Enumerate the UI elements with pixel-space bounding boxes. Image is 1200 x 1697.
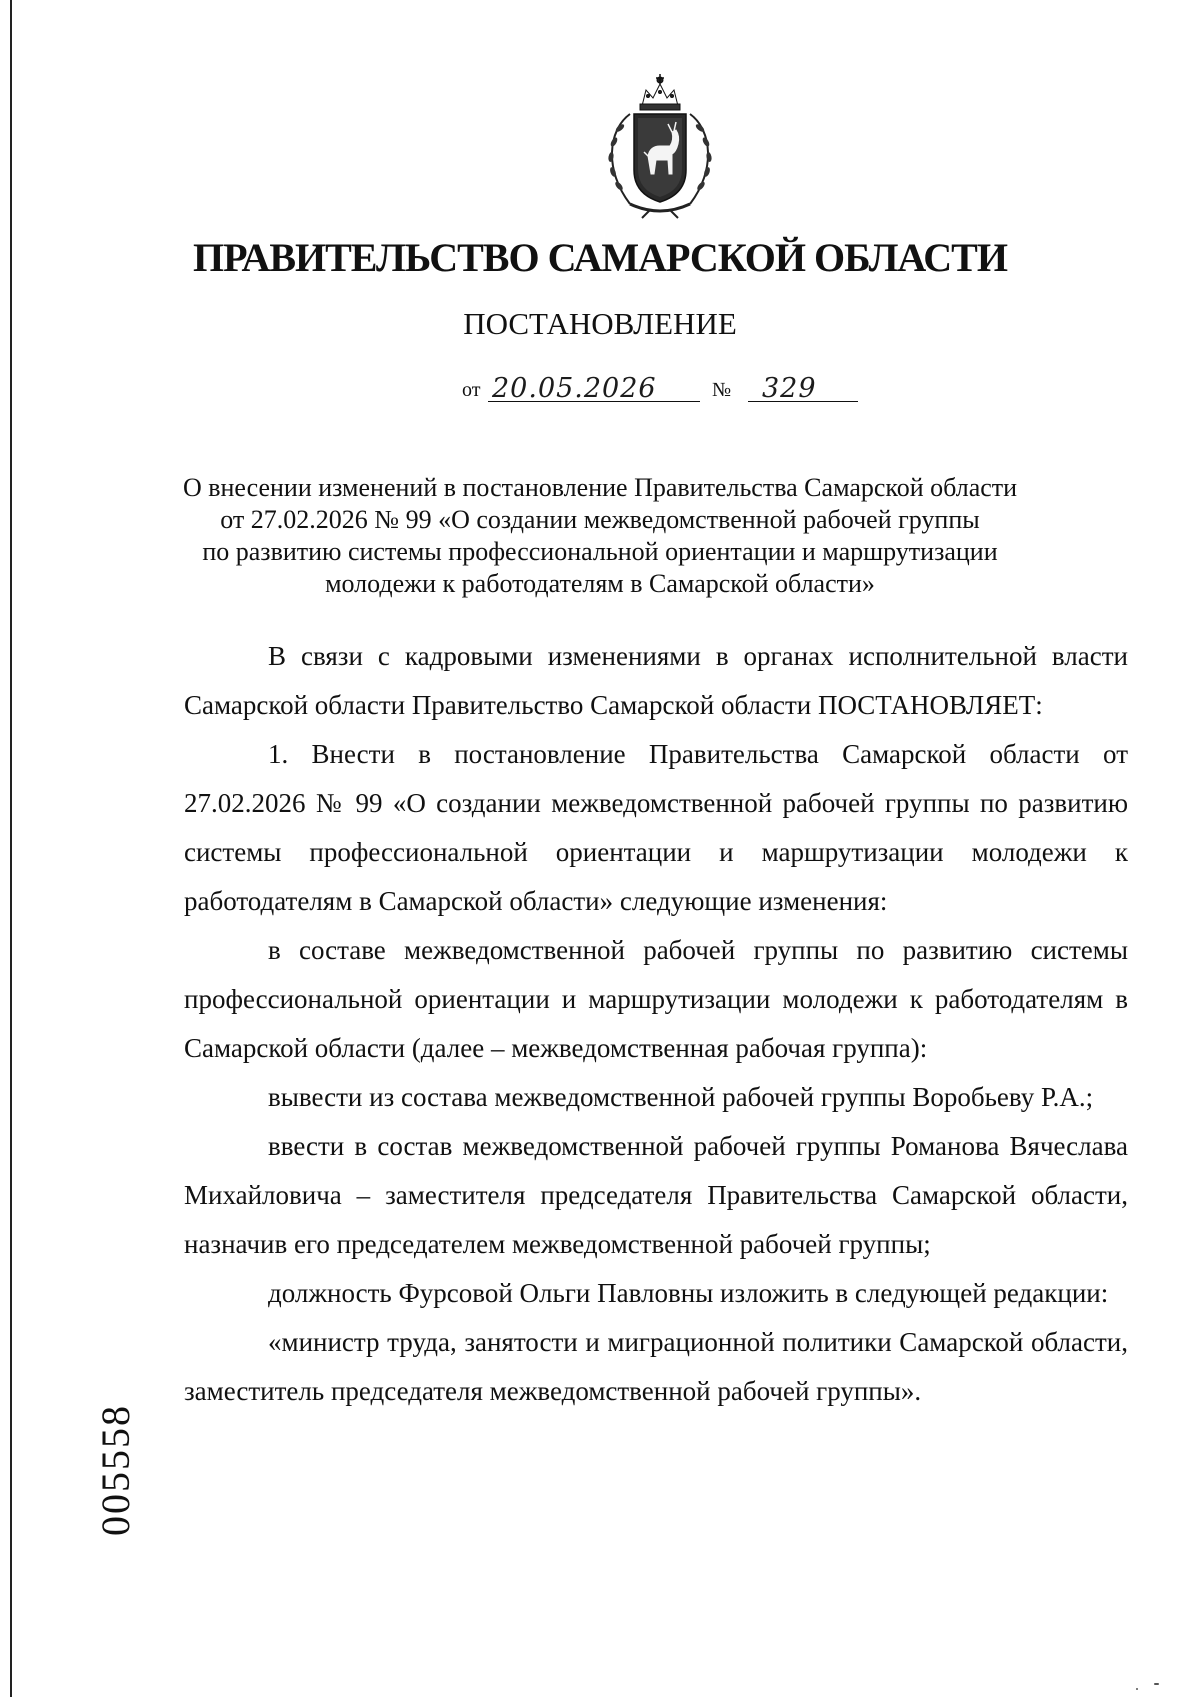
number-prefix: №: [712, 379, 732, 401]
date-number-line: [462, 368, 862, 408]
date-value: 20.05.2026: [492, 373, 657, 404]
body-paragraph: должность Фурсовой Ольги Павловны изложить в следующей редакции:: [268, 1278, 1109, 1308]
heading-line: по развитию системы профессиональной ориентации и маршрутизации: [202, 537, 998, 566]
body-paragraph: вывести из состава межведомственной рабочей группы Воробьеву Р.А.;: [268, 1082, 1094, 1112]
body-paragraph: «министр труда, занятости и миграционной политики Самарской области, заместитель председателя межведомственной рабочей группы».: [184, 1327, 1128, 1406]
document-type: ПОСТАНОВЛЕНИЕ: [463, 306, 737, 341]
samara-coat-of-arms-icon: [590, 70, 730, 220]
document-body: [184, 632, 1128, 1416]
number-value: 329: [762, 373, 817, 404]
serial-number: 005558: [93, 1404, 138, 1536]
scan-speck: [1136, 1688, 1138, 1690]
body-paragraph: ввести в состав межведомственной рабочей группы Романова Вячеслава Михайловича – заместителя председателя Правительства Самарской области, назначив его председателем межведомственной рабочей группы;: [184, 1131, 1128, 1259]
heading-line: молодежи к работодателям в Самарской области»: [325, 569, 875, 598]
body-paragraph: в составе межведомственной рабочей группы по развитию системы профессиональной ориентации и маршрутизации молодежи к работодателям в Самарской области (далее – межведомственная рабочая группа):: [184, 935, 1128, 1063]
heading-line: от 27.02.2026 № 99 «О создании межведомственной рабочей группы: [220, 505, 980, 534]
body-paragraph: В связи с кадровыми изменениями в органах исполнительной власти Самарской области Правительство Самарской области ПОСТАНОВЛЯЕТ:: [184, 641, 1128, 720]
organization-title: ПРАВИТЕЛЬСТВО САМАРСКОЙ ОБЛАСТИ: [193, 235, 1007, 280]
document-heading: [150, 472, 1050, 600]
body-paragraph: 1. Внести в постановление Правительства Самарской области от 27.02.2026 № 99 «О создании межведомственной рабочей группы по развитию системы профессиональной ориентации и маршрутизации молодежи к работодателям в Самарской области» следующие изменения:: [184, 739, 1128, 916]
scan-speck: [1154, 1683, 1159, 1685]
heading-line: О внесении изменений в постановление Правительства Самарской области: [182, 473, 1018, 502]
date-prefix: от: [462, 379, 481, 401]
